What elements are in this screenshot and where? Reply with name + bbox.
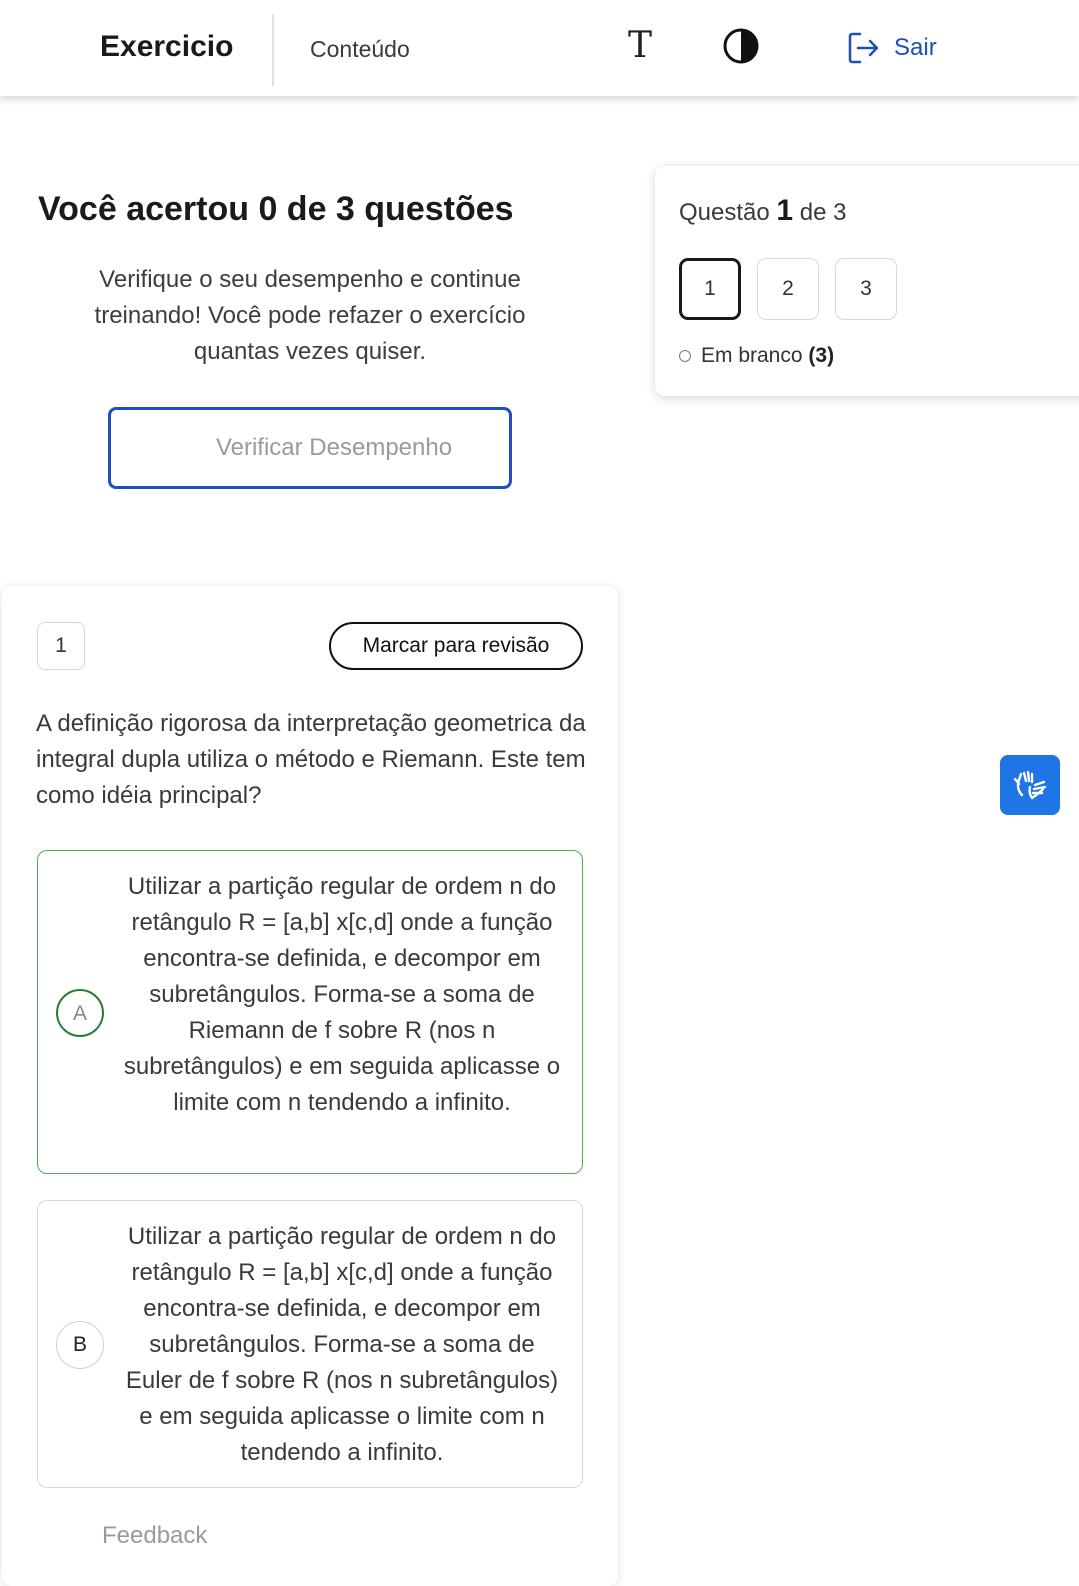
blank-count: (3) [808, 344, 835, 367]
question-button-2[interactable]: 2 [757, 258, 819, 320]
question-button-3[interactable]: 3 [835, 258, 897, 320]
text-size-icon[interactable]: T [627, 25, 652, 66]
question-button-1[interactable]: 1 [679, 258, 741, 320]
top-header [0, 0, 1079, 96]
sign-language-icon [1010, 765, 1050, 805]
logout-label: Sair [894, 34, 937, 61]
feedback-label[interactable]: Feedback [102, 1522, 208, 1549]
question-number-badge: 1 [37, 622, 85, 670]
logout-icon [846, 30, 882, 66]
question-text: A definição rigorosa da interpretação geometrica da integral dupla utiliza o método e Riemann. Este tem como idéia principal? [36, 710, 586, 809]
alternative-b[interactable] [37, 1200, 583, 1488]
question-counter: Questão 1 de 3 [679, 194, 847, 227]
logout-button[interactable] [846, 30, 937, 66]
question-navigator [655, 166, 1079, 396]
contrast-icon[interactable] [722, 27, 760, 65]
blank-label: Em branco [701, 344, 803, 367]
alternative-letter: A [56, 989, 104, 1037]
alternative-text: Utilizar a partição regular de ordem n do retângulo R = [a,b] x[c,d] onde a função encontra-se definida, e decompor em subretângulos. Forma-se a soma de Riemann de f sobre R (nos n subretângulos) e em seguida aplicasse o limite com n tendendo a infinito. [123, 873, 561, 1116]
alternative-a[interactable] [37, 850, 583, 1174]
current-question-number: 1 [776, 194, 794, 227]
header-divider [272, 14, 274, 86]
app-title: Exercicio [100, 30, 234, 63]
result-title: Você acertou 0 de 3 questões [38, 190, 514, 228]
alternative-letter: B [56, 1321, 104, 1369]
nav-content-link[interactable]: Conteúdo [310, 36, 410, 62]
sign-language-button[interactable] [1000, 755, 1060, 815]
blank-status [679, 344, 834, 368]
question-card [2, 586, 618, 1586]
alternative-text: Utilizar a partição regular de ordem n do retângulo R = [a,b] x[c,d] onde a função encontra-se definida, e decompor em subretângulos. Forma-se a soma de Euler de f sobre R (nos n subretângulos) e em seguida aplicasse o limite com n tendendo a infinito. [125, 1223, 559, 1466]
result-description: Verifique o seu desempenho e continue treinando! Você pode refazer o exercício quantas vezes quiser. [94, 266, 526, 365]
verify-performance-button[interactable]: Verificar Desempenho [108, 407, 512, 489]
circle-icon [679, 350, 691, 362]
mark-for-review-button[interactable]: Marcar para revisão [329, 622, 583, 670]
